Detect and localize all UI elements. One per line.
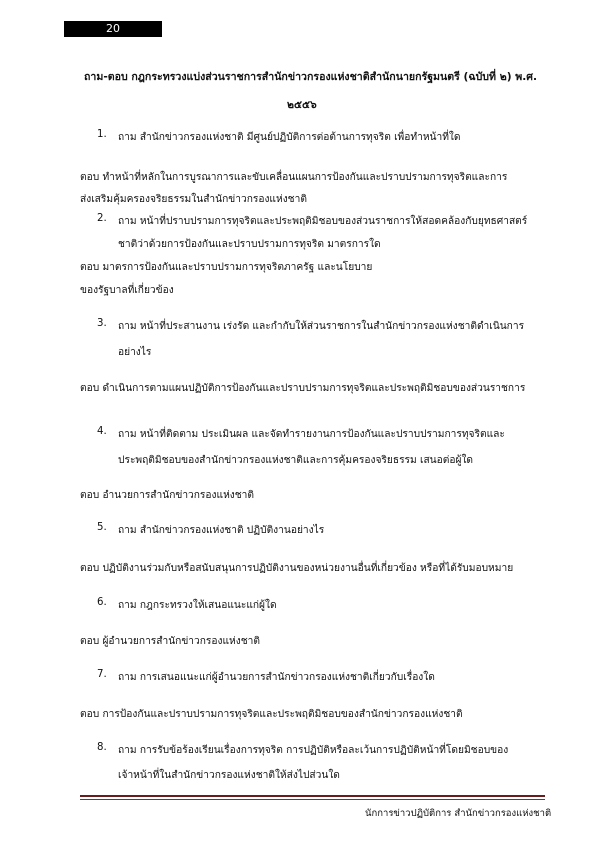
question-text: ถาม หน้าที่ประสานงาน เร่งรัด และกำกับให้ส่วนราชการในสำนักข่าวกรองแห่งชาติดำเนินการ [118, 321, 525, 332]
answer-text: ตอบ ผู้อำนวยการสำนักข่าวกรองแห่งชาติ [80, 636, 260, 647]
question-text: ถาม กฎกระทรวงให้เสนอแนะแก่ผู้ใด [118, 600, 277, 611]
question-text: อย่างไร [118, 347, 152, 358]
footer-rule-thin [80, 799, 545, 800]
question-number: 7. [97, 669, 107, 680]
answer-text: ตอบ ทำหน้าที่หลักในการบูรณาการและขับเคลื่อนแผนการป้องกันและปราบปรามการทุจริตและการ [80, 172, 508, 183]
doc-title-line2: ๒๕๕๖ [287, 99, 317, 111]
answer-text: ตอบ ปฏิบัติงานร่วมกับหรือสนับสนุนการปฏิบัติงานของหน่วยงานอื่นที่เกี่ยวข้อง หรือที่ได้รับมอบหมาย [80, 563, 514, 574]
question-number: 1. [97, 129, 107, 140]
question-text: ถาม สำนักข่าวกรองแห่งชาติ ปฏิบัติงานอย่างไร [118, 525, 325, 536]
question-text: ประพฤติมิชอบของสำนักข่าวกรองแห่งชาติและการคุ้มครองจริยธรรม เสนอต่อผู้ใด [118, 455, 474, 466]
question-number: 2. [97, 213, 107, 224]
answer-text: ตอบ มาตรการป้องกันและปราบปรามการทุจริตภาครัฐ และนโยบาย [80, 262, 373, 273]
page-number: 20 [106, 22, 120, 35]
question-number: 8. [97, 742, 107, 753]
question-text: ถาม การรับข้อร้องเรียนเรื่องการทุจริต การปฏิบัติหรือละเว้นการปฏิบัติหน้าที่โดยมิชอบของ [118, 745, 509, 756]
doc-title-line1: ถาม-ตอบ กฎกระทรวงแบ่งส่วนราชการสำนักข่าวกรองแห่งชาติสำนักนายกรัฐมนตรี (ฉบับที่ ๒) พ.ศ. [84, 71, 537, 83]
answer-text: ส่งเสริมคุ้มครองจริยธรรมในสำนักข่าวกรองแห่งชาติ [80, 194, 307, 205]
question-text: ถาม หน้าที่ติดตาม ประเมินผล และจัดทำรายงานการป้องกันและปราบปรามการทุจริตและ [118, 429, 505, 440]
question-text: ถาม การเสนอแนะแก่ผู้อำนวยการสำนักข่าวกรองแห่งชาติเกี่ยวกับเรื่องใด [118, 672, 435, 683]
question-number: 5. [97, 522, 107, 533]
question-text: ถาม สำนักข่าวกรองแห่งชาติ มีศูนย์ปฏิบัติการต่อต้านการทุจริต เพื่อทำหน้าที่ใด [118, 132, 461, 143]
answer-text: ตอบ การป้องกันและปราบปรามการทุจริตและประพฤติมิชอบของสำนักข่าวกรองแห่งชาติ [80, 709, 463, 720]
question-number: 4. [97, 426, 107, 437]
answer-text: ตอบ ดำเนินการตามแผนปฏิบัติการป้องกันและปราบปรามการทุจริตและประพฤติมิชอบของส่วนราชการ [80, 383, 526, 394]
answer-text: ของรัฐบาลที่เกี่ยวข้อง [80, 285, 174, 296]
question-text: ชาติว่าด้วยการป้องกันและปราบปรามการทุจริต มาตรการใด [118, 239, 381, 250]
question-number: 6. [97, 597, 107, 608]
question-number: 3. [97, 318, 107, 329]
question-text: ถาม หน้าที่ปราบปรามการทุจริตและประพฤติมิชอบของส่วนราชการให้สอดคล้องกับยุทธศาสตร์ [118, 216, 528, 227]
question-text: เจ้าหน้าที่ในสำนักข่าวกรองแห่งชาติให้ส่งไปส่วนใด [118, 770, 340, 781]
footer-rule-thick [80, 795, 545, 797]
footer-text: นักการข่าวปฏิบัติการ สำนักข่าวกรองแห่งชาติ [365, 808, 552, 819]
answer-text: ตอบ อำนวยการสำนักข่าวกรองแห่งชาติ [80, 490, 255, 501]
